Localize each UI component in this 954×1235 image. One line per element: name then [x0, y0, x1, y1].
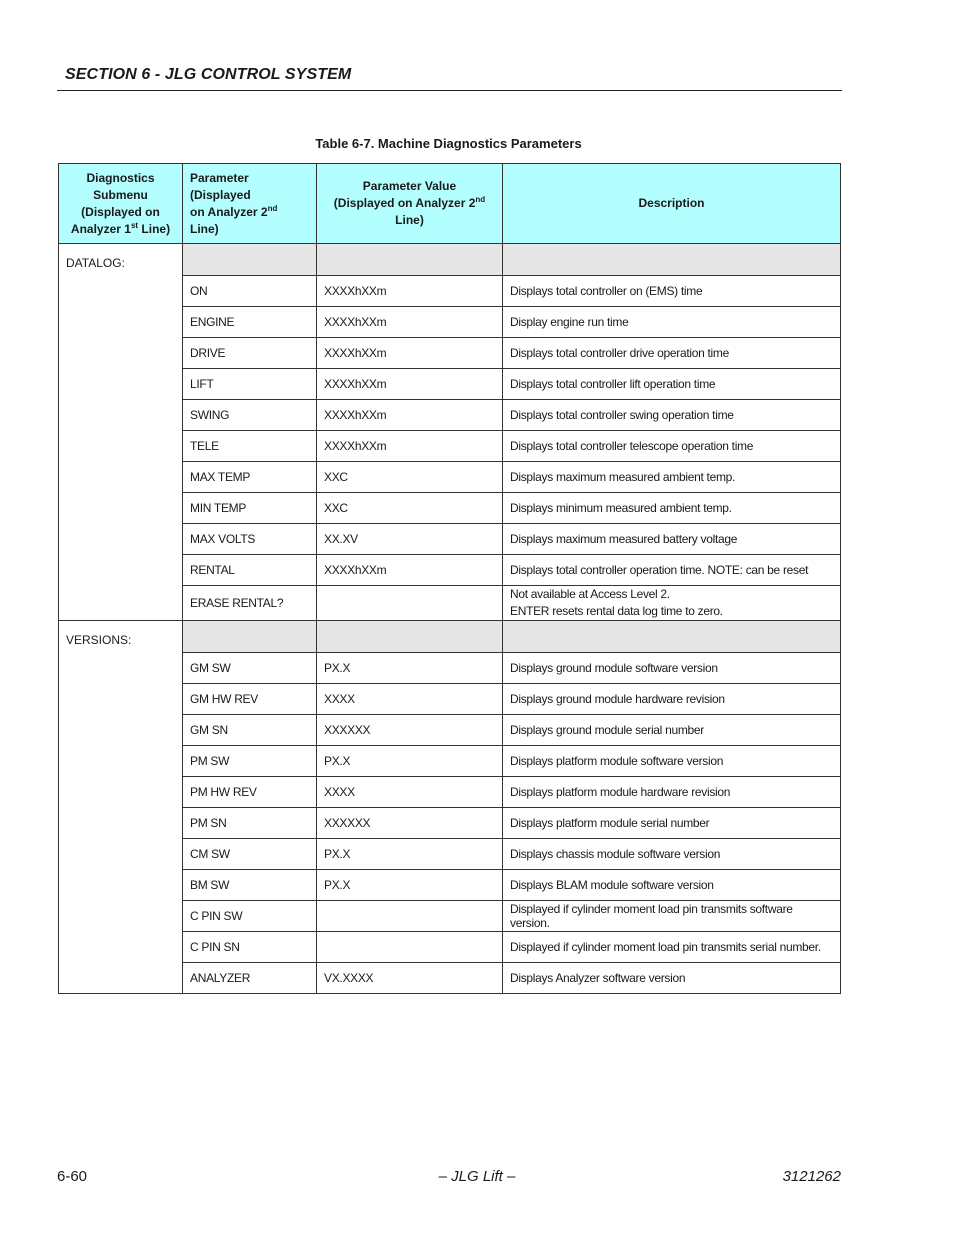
param-cell: LIFT: [183, 369, 317, 400]
value-cell: XXXXXX: [317, 715, 503, 746]
header-parameter-value: Parameter Value (Displayed on Analyzer 2nd Line): [317, 164, 503, 244]
diagnostics-table: [58, 163, 841, 994]
param-cell: ANALYZER: [183, 963, 317, 994]
table-row: [59, 621, 841, 653]
table-caption: Table 6-7. Machine Diagnostics Parameters: [315, 136, 582, 151]
param-cell: PM SW: [183, 746, 317, 777]
description-cell: Displays ground module software version: [503, 653, 841, 684]
value-cell: XXXXhXXm: [317, 555, 503, 586]
table-header-row: [59, 164, 841, 244]
value-cell: XXXXhXXm: [317, 338, 503, 369]
value-cell: VX.XXXX: [317, 963, 503, 994]
description-cell: Displays BLAM module software version: [503, 870, 841, 901]
description-cell: Display engine run time: [503, 307, 841, 338]
value-cell: XX.XV: [317, 524, 503, 555]
description-cell: Displayed if cylinder moment load pin transmits serial number.: [503, 932, 841, 963]
param-cell: RENTAL: [183, 555, 317, 586]
description-cell: Displays platform module serial number: [503, 808, 841, 839]
param-cell: C PIN SN: [183, 932, 317, 963]
param-cell: DRIVE: [183, 338, 317, 369]
value-cell: XXXXhXXm: [317, 276, 503, 307]
value-cell: XXXXhXXm: [317, 431, 503, 462]
param-cell: MAX VOLTS: [183, 524, 317, 555]
value-cell: XXXXhXXm: [317, 400, 503, 431]
param-cell: ON: [183, 276, 317, 307]
section-header: [57, 64, 842, 91]
description-cell: Displays total controller drive operation time: [503, 338, 841, 369]
description-cell: Displays total controller on (EMS) time: [503, 276, 841, 307]
param-cell: GM SW: [183, 653, 317, 684]
description-cell: Displays Analyzer software version: [503, 963, 841, 994]
value-cell: XXXXXX: [317, 808, 503, 839]
section-title: SECTION 6 - JLG CONTROL SYSTEM: [65, 66, 352, 83]
description-cell: Displays minimum measured ambient temp.: [503, 493, 841, 524]
value-cell: XXC: [317, 493, 503, 524]
description-cell: Displays ground module hardware revision: [503, 684, 841, 715]
value-cell: [317, 901, 503, 932]
description-cell: Displays platform module software version: [503, 746, 841, 777]
document-number: 3121262: [782, 1168, 841, 1185]
description-cell: Not available at Access Level 2. ENTER resets rental data log time to zero.: [503, 586, 841, 621]
table-row: [59, 244, 841, 276]
description-cell: Displays total controller swing operation time: [503, 400, 841, 431]
value-cell: PX.X: [317, 653, 503, 684]
value-cell: [317, 586, 503, 621]
value-cell: PX.X: [317, 839, 503, 870]
description-cell: Displays chassis module software version: [503, 839, 841, 870]
value-cell: XXXXhXXm: [317, 307, 503, 338]
description-cell: Displays platform module hardware revision: [503, 777, 841, 808]
header-description: Description: [503, 164, 841, 244]
value-cell: PX.X: [317, 870, 503, 901]
param-cell: GM HW REV: [183, 684, 317, 715]
param-cell: SWING: [183, 400, 317, 431]
value-cell: PX.X: [317, 746, 503, 777]
param-cell: PM HW REV: [183, 777, 317, 808]
footer-brand: – JLG Lift –: [438, 1168, 516, 1185]
description-cell: Displays ground module serial number: [503, 715, 841, 746]
param-cell: CM SW: [183, 839, 317, 870]
param-cell: GM SN: [183, 715, 317, 746]
page-number: 6-60: [57, 1168, 88, 1185]
value-cell: XXXX: [317, 684, 503, 715]
param-cell: MAX TEMP: [183, 462, 317, 493]
description-cell: Displays maximum measured ambient temp.: [503, 462, 841, 493]
header-diagnostics-submenu: Diagnostics Submenu (Displayed on Analyzer 1st Line): [59, 164, 183, 244]
value-cell: [317, 932, 503, 963]
group-label-datalog: DATALOG:: [59, 244, 183, 621]
param-cell: MIN TEMP: [183, 493, 317, 524]
description-cell: Displays total controller operation time. NOTE: can be reset: [503, 555, 841, 586]
param-cell: ENGINE: [183, 307, 317, 338]
description-cell: Displays total controller telescope operation time: [503, 431, 841, 462]
param-cell: C PIN SW: [183, 901, 317, 932]
description-cell: Displays maximum measured battery voltage: [503, 524, 841, 555]
param-cell: ERASE RENTAL?: [183, 586, 317, 621]
value-cell: XXC: [317, 462, 503, 493]
description-cell: Displayed if cylinder moment load pin transmits software version.: [503, 901, 841, 932]
header-parameter: Parameter (Displayed on Analyzer 2nd Line): [183, 164, 317, 244]
group-label-versions: VERSIONS:: [59, 621, 183, 994]
description-cell: Displays total controller lift operation time: [503, 369, 841, 400]
value-cell: XXXXhXXm: [317, 369, 503, 400]
param-cell: TELE: [183, 431, 317, 462]
value-cell: XXXX: [317, 777, 503, 808]
param-cell: PM SN: [183, 808, 317, 839]
param-cell: BM SW: [183, 870, 317, 901]
